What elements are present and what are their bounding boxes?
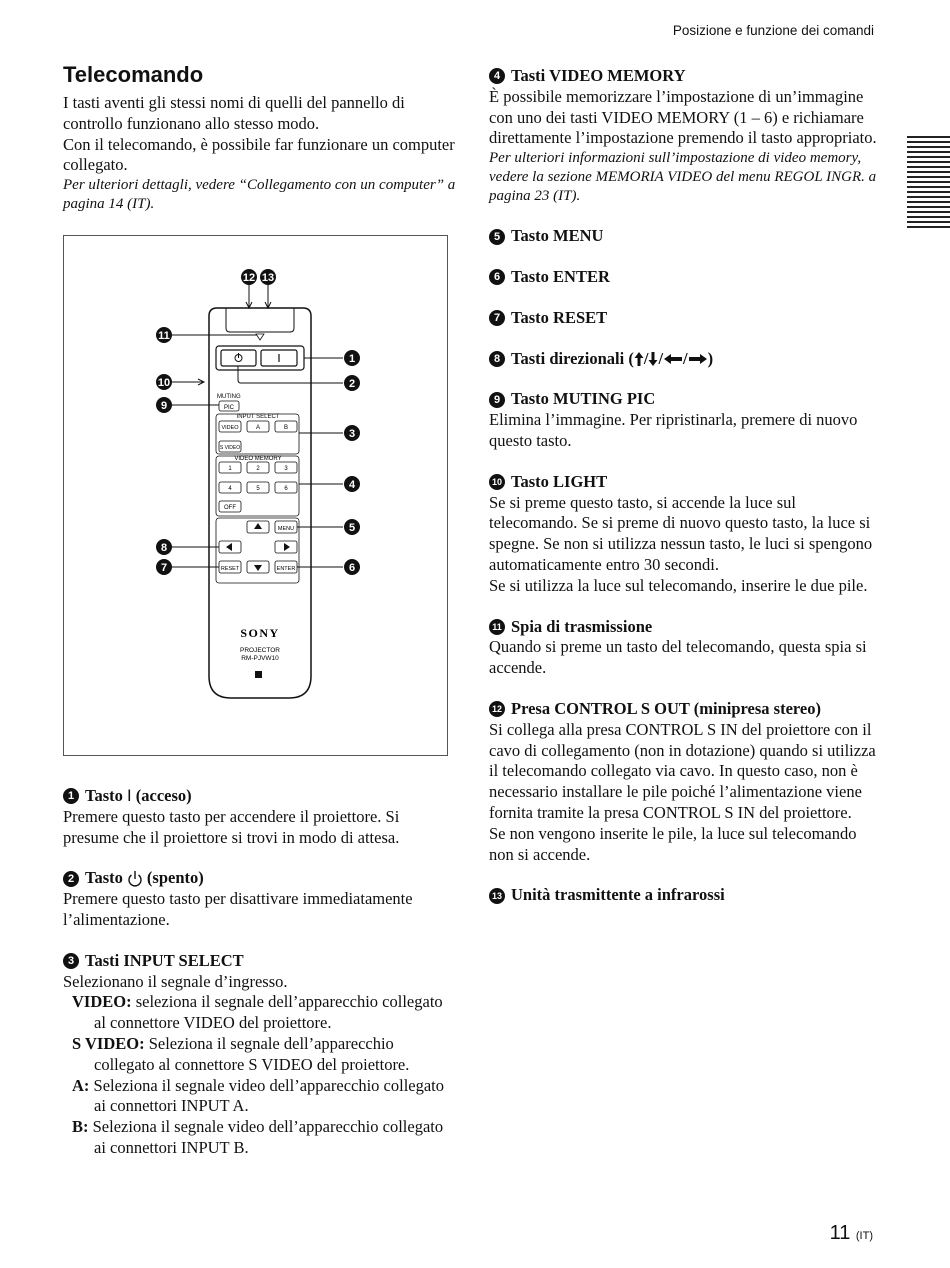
intro-paragraph: I tasti aventi gli stessi nomi di quelli del pannello di controllo funzionano allo stesso modo.	[63, 93, 405, 133]
video-label: VIDEO	[221, 425, 239, 431]
item-4-title	[489, 66, 879, 87]
title-text: Tasti VIDEO MEMORY	[511, 66, 686, 85]
model-line2: RM-PJVW10	[241, 655, 279, 662]
mem-2-label: 2	[256, 466, 260, 472]
item-1	[63, 786, 453, 848]
remote-figure	[63, 235, 448, 756]
mem-6-label: 6	[284, 486, 288, 492]
item-8	[489, 349, 879, 370]
item-5	[489, 226, 879, 247]
title-text: Tasto	[85, 868, 123, 888]
item-3-title	[63, 951, 453, 972]
item-6	[489, 267, 879, 288]
arrow-left-icon	[663, 353, 683, 365]
input-a-label: A	[255, 425, 261, 431]
mem-3-label: 3	[284, 466, 288, 472]
svideo-label: S VIDEO	[219, 445, 241, 451]
brand-logo: SONY	[240, 626, 280, 640]
separator: /	[683, 348, 688, 368]
arrow-down-icon	[648, 351, 658, 367]
item-9-body: Elimina l’immagine. Per ripristinarla, premere di nuovo questo tasto.	[489, 410, 858, 450]
sub-entry: S VIDEO: Seleziona il segnale dell’apparecchio collegato al connettore S VIDEO del proiettore.	[72, 1033, 410, 1074]
item-13	[489, 885, 879, 906]
item-4-note: Per ulteriori informazioni sull’impostazione di video memory, vedere la sezione MEMORIA VIDEO del menu REGOL INGR. a pagina 23 (IT).	[489, 150, 877, 205]
section-tab-marker	[907, 136, 950, 228]
callout-4-label: 4	[348, 479, 356, 491]
item-10-body: Se si utilizza la luce sul telecomando, inserire le due pile.	[489, 575, 868, 595]
title-text: (spento)	[146, 868, 204, 888]
title-text: Tasti INPUT SELECT	[85, 950, 244, 970]
power-icon	[127, 870, 143, 888]
mem-1-label: 1	[228, 466, 232, 472]
running-header: Posizione e funzione dei comandi	[672, 23, 874, 38]
intro-note: Per ulteriori dettagli, vedere “Collegamento con un computer” a pagina 14 (IT).	[63, 177, 456, 213]
page-title: Telecomando	[63, 62, 204, 87]
arrow-right-icon	[688, 353, 708, 365]
intro-text	[63, 93, 458, 214]
page-number	[830, 1222, 873, 1245]
number-badge: 13	[489, 888, 505, 904]
item-2	[63, 868, 453, 930]
number-badge: 7	[489, 310, 505, 326]
item-7-title	[489, 308, 879, 329]
title-text: Tasto MENU	[511, 226, 604, 246]
number-badge: 5	[489, 229, 505, 245]
title-text: Spia di trasmissione	[511, 616, 653, 636]
input-select-label: INPUT SELECT	[236, 414, 280, 420]
item-10	[489, 472, 879, 597]
callout-9-label: 9	[160, 400, 168, 412]
callout-7-label: 7	[160, 562, 168, 574]
light-window	[255, 671, 262, 678]
callout-12-label: 12	[242, 272, 256, 284]
item-10-body: Se si preme questo tasto, si accende la luce sul telecomando. Se si preme di nuovo questo tasto, la luce si spegne. Se non si utilizza nessun tasto, le luci si spengono automaticamente entro 30 secondi.	[489, 492, 873, 574]
number-badge: 8	[489, 351, 505, 367]
callout-8-label: 8	[160, 542, 168, 554]
pic-label: PIC	[223, 405, 235, 411]
number-badge: 11	[489, 619, 505, 635]
title-text: Tasto ENTER	[511, 266, 610, 286]
item-12-title	[489, 699, 879, 720]
title-text: Tasto MUTING PIC	[511, 389, 656, 409]
mem-off-label: OFF	[224, 505, 236, 511]
title-text: Unità trasmittente a infrarossi	[511, 885, 725, 905]
title-text: (acceso)	[131, 786, 192, 805]
item-4-body: È possibile memorizzare l’impostazione di un’immagine con uno dei tasti VIDEO MEMORY (1 – 6) e richiamare direttamente l’impostazione premendo il tasto appropriato.	[489, 86, 877, 148]
callout-10-label: 10	[157, 377, 171, 389]
item-11-body: Quando si preme un tasto del telecomando, questa spia si accende.	[489, 637, 867, 678]
title-text: )	[707, 348, 714, 368]
item-8-title	[489, 349, 879, 370]
item-10-title	[489, 472, 879, 493]
separator: /	[643, 348, 649, 368]
intro-paragraph: Con il telecomando, è possibile far funzionare un computer collegato.	[63, 134, 455, 175]
mem-5-label: 5	[256, 486, 260, 492]
number-badge: 10	[489, 474, 505, 490]
item-9	[489, 389, 879, 451]
arrow-up-icon	[634, 351, 644, 367]
item-7	[489, 308, 879, 329]
number-badge: 1	[63, 788, 79, 804]
number-badge: 2	[63, 871, 79, 887]
item-12	[489, 699, 879, 865]
callout-13-label: 13	[261, 272, 275, 284]
input-b-label: B	[283, 425, 289, 431]
page-number-value: 11	[829, 1222, 851, 1244]
title-text: Tasto	[85, 786, 128, 805]
number-badge: 9	[489, 392, 505, 408]
mem-4-label: 4	[228, 486, 232, 492]
item-12-body: Si collega alla presa CONTROL S IN del proiettore con il cavo di collegamento (non in dotazione) quando si utilizza il telecomando collegato via cavo. In questo caso, non è necessario installare le pile poiché l’alimentazione viene fornita tramite la presa CONTROL S IN del proiettore.	[489, 719, 876, 822]
item-6-title	[489, 267, 879, 288]
item-1-body: Premere questo tasto per accendere il proiettore. Si presume che il proiettore si trovi in modo di attesa.	[63, 806, 400, 847]
item-1-title	[63, 786, 453, 807]
item-9-title	[489, 389, 879, 410]
number-badge: 12	[489, 701, 505, 717]
callout-11-label: 11	[158, 330, 170, 342]
sub-entry: B: Seleziona il segnale video dell’apparecchio collegato ai connettori INPUT B.	[72, 1117, 444, 1157]
item-11	[489, 617, 879, 679]
on-symbol: I	[127, 787, 132, 805]
title-text: Presa CONTROL S OUT (minipresa stereo)	[511, 698, 821, 718]
item-4	[489, 66, 879, 206]
muting-label: MUTING	[217, 394, 241, 400]
remote-illustration	[64, 236, 447, 755]
item-3-body: Selezionano il segnale d’ingresso.	[63, 971, 288, 991]
item-12-body: Se non vengono inserite le pile, la luce sul telecomando non si accende.	[489, 823, 857, 864]
callout-6-label: 6	[348, 562, 356, 574]
menu-label: MENU	[277, 526, 295, 532]
page-number-suffix: (IT)	[855, 1230, 873, 1242]
right-item-list	[489, 66, 879, 926]
left-item-list	[63, 786, 453, 1179]
enter-label: ENTER	[276, 566, 296, 572]
callout-3-label: 3	[348, 428, 356, 440]
model-line1: PROJECTOR	[240, 647, 280, 654]
callout-5-label: 5	[348, 522, 356, 534]
reset-label: RESET	[220, 566, 240, 572]
sub-entry: VIDEO: seleziona il segnale dell’apparecchio collegato al connettore VIDEO del proiettore.	[72, 992, 443, 1033]
title-text: Tasti direzionali (	[511, 348, 634, 368]
item-11-title	[489, 617, 879, 638]
number-badge: 6	[489, 269, 505, 285]
item-2-title	[63, 868, 453, 889]
title-text: Tasto LIGHT	[511, 471, 608, 491]
title-text: Tasto RESET	[511, 307, 608, 327]
sub-entry: A: Seleziona il segnale video dell’apparecchio collegato ai connettori INPUT A.	[72, 1075, 445, 1116]
video-memory-label: VIDEO MEMORY	[234, 456, 282, 462]
number-badge: 3	[63, 953, 79, 969]
item-13-title	[489, 885, 879, 906]
callout-1-label: 1	[348, 353, 356, 365]
item-2-body: Premere questo tasto per disattivare immediatamente l’alimentazione.	[63, 889, 413, 929]
number-badge: 4	[489, 68, 505, 84]
item-5-title	[489, 226, 879, 247]
callout-2-label: 2	[348, 378, 356, 390]
separator: /	[658, 348, 664, 368]
item-3	[63, 951, 453, 1159]
